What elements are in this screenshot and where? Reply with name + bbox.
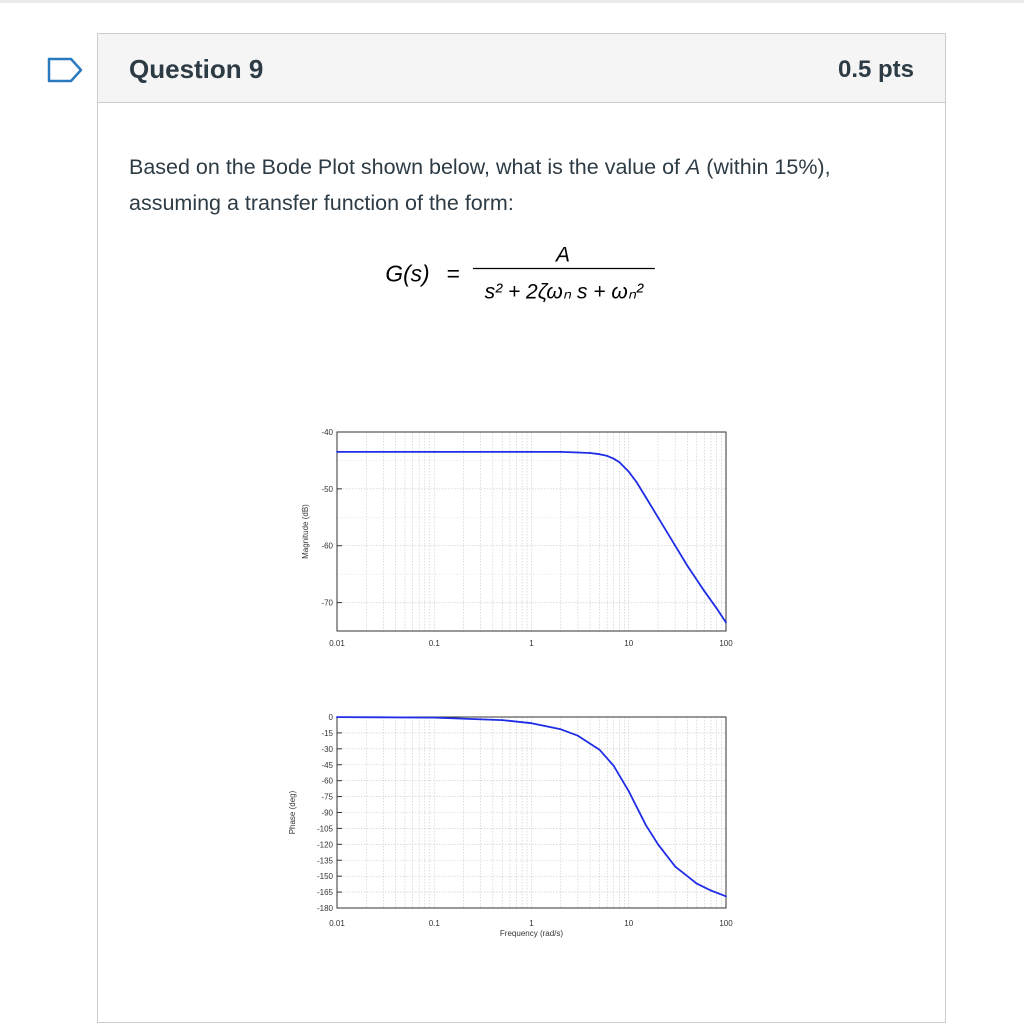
phase-point xyxy=(657,843,659,845)
phase-ytick-label: -150 xyxy=(316,872,333,882)
phase-point xyxy=(696,883,698,885)
magnitude-ylabel: Magnitude (dB) xyxy=(301,504,310,559)
question-points: 0.5 pts xyxy=(837,56,914,83)
phase-xtick-label: 1 xyxy=(529,919,534,928)
phase-point xyxy=(433,717,435,719)
phase-ytick-label: -90 xyxy=(321,808,333,818)
magnitude-point xyxy=(336,451,338,453)
magnitude-point xyxy=(577,452,579,454)
symbol-a: A xyxy=(685,155,701,179)
magnitude-point xyxy=(599,453,601,455)
phase-ytick-label: -45 xyxy=(321,760,333,770)
phase-ytick-label: -15 xyxy=(321,728,333,738)
top-divider xyxy=(0,0,1024,3)
magnitude-point xyxy=(628,471,630,473)
phase-ytick-label: -60 xyxy=(321,776,333,786)
phase-point xyxy=(577,735,579,737)
formula-denominator: s² + 2ζωₙ s + ωₙ² xyxy=(484,280,644,304)
magnitude-point xyxy=(725,622,727,624)
phase-xlabel: Frequency (rad/s) xyxy=(499,929,564,938)
phase-ytick-label: -120 xyxy=(316,840,333,850)
phase-point xyxy=(599,749,601,751)
magnitude-xtick-label: 100 xyxy=(719,639,733,648)
magnitude-point xyxy=(613,458,615,460)
magnitude-xtick-label: 10 xyxy=(624,639,634,648)
magnitude-ytick-label: -40 xyxy=(321,428,333,437)
magnitude-point xyxy=(686,565,688,567)
question-title: Question 9 xyxy=(129,54,264,84)
magnitude-point xyxy=(645,496,647,498)
phase-ytick-label: -135 xyxy=(316,856,333,866)
phase-ytick-label: -165 xyxy=(316,888,333,898)
formula-numerator: A xyxy=(555,244,571,267)
bode-plot xyxy=(98,34,947,1024)
flag-question-icon[interactable] xyxy=(47,57,83,83)
magnitude-point xyxy=(560,451,562,453)
magnitude-point xyxy=(716,607,718,609)
phase-ytick-label: -75 xyxy=(321,792,333,802)
phase-point xyxy=(725,895,727,897)
magnitude-xtick-label: 0.1 xyxy=(428,639,440,648)
phase-ylabel: Phase (deg) xyxy=(288,790,297,835)
phase-xtick-label: 10 xyxy=(624,919,634,928)
magnitude-point xyxy=(606,455,608,457)
phase-point xyxy=(628,790,630,792)
phase-point xyxy=(336,716,338,718)
question-panel xyxy=(97,33,946,1023)
magnitude-point xyxy=(531,451,533,453)
phase-curve xyxy=(337,717,726,896)
phase-ytick-label: -180 xyxy=(316,904,333,913)
magnitude-point xyxy=(636,481,638,483)
magnitude-xtick-label: 0.01 xyxy=(329,639,345,648)
phase-ytick-label: -30 xyxy=(321,744,333,754)
question-text-content: Based on the Bode Plot shown below, what is the value of A (within 15%), assuming a transfer function of the form: xyxy=(129,155,831,215)
formula-equals: = xyxy=(446,260,460,287)
phase-xtick-label: 0.1 xyxy=(428,919,440,928)
phase-point xyxy=(645,824,647,826)
phase-ytick-label: -105 xyxy=(316,824,333,834)
phase-xtick-label: 0.01 xyxy=(329,919,345,928)
phase-xtick-label: 100 xyxy=(719,919,733,928)
magnitude-point xyxy=(433,451,435,453)
formula-lhs: G(s) xyxy=(385,260,430,287)
phase-point xyxy=(613,765,615,767)
magnitude-point xyxy=(674,545,676,547)
phase-point xyxy=(560,728,562,730)
magnitude-point xyxy=(589,452,591,454)
phase-point xyxy=(710,890,712,892)
magnitude-ytick-label: -60 xyxy=(321,541,333,551)
phase-ytick-label: 0 xyxy=(328,713,333,722)
magnitude-ytick-label: -50 xyxy=(321,484,333,494)
magnitude-xtick-label: 1 xyxy=(529,639,534,648)
phase-point xyxy=(531,722,533,724)
phase-point xyxy=(674,866,676,868)
phase-point xyxy=(501,719,503,721)
magnitude-point xyxy=(704,590,706,592)
magnitude-ytick-label: -70 xyxy=(321,598,333,608)
magnitude-point xyxy=(657,516,659,518)
magnitude-point xyxy=(618,461,620,463)
